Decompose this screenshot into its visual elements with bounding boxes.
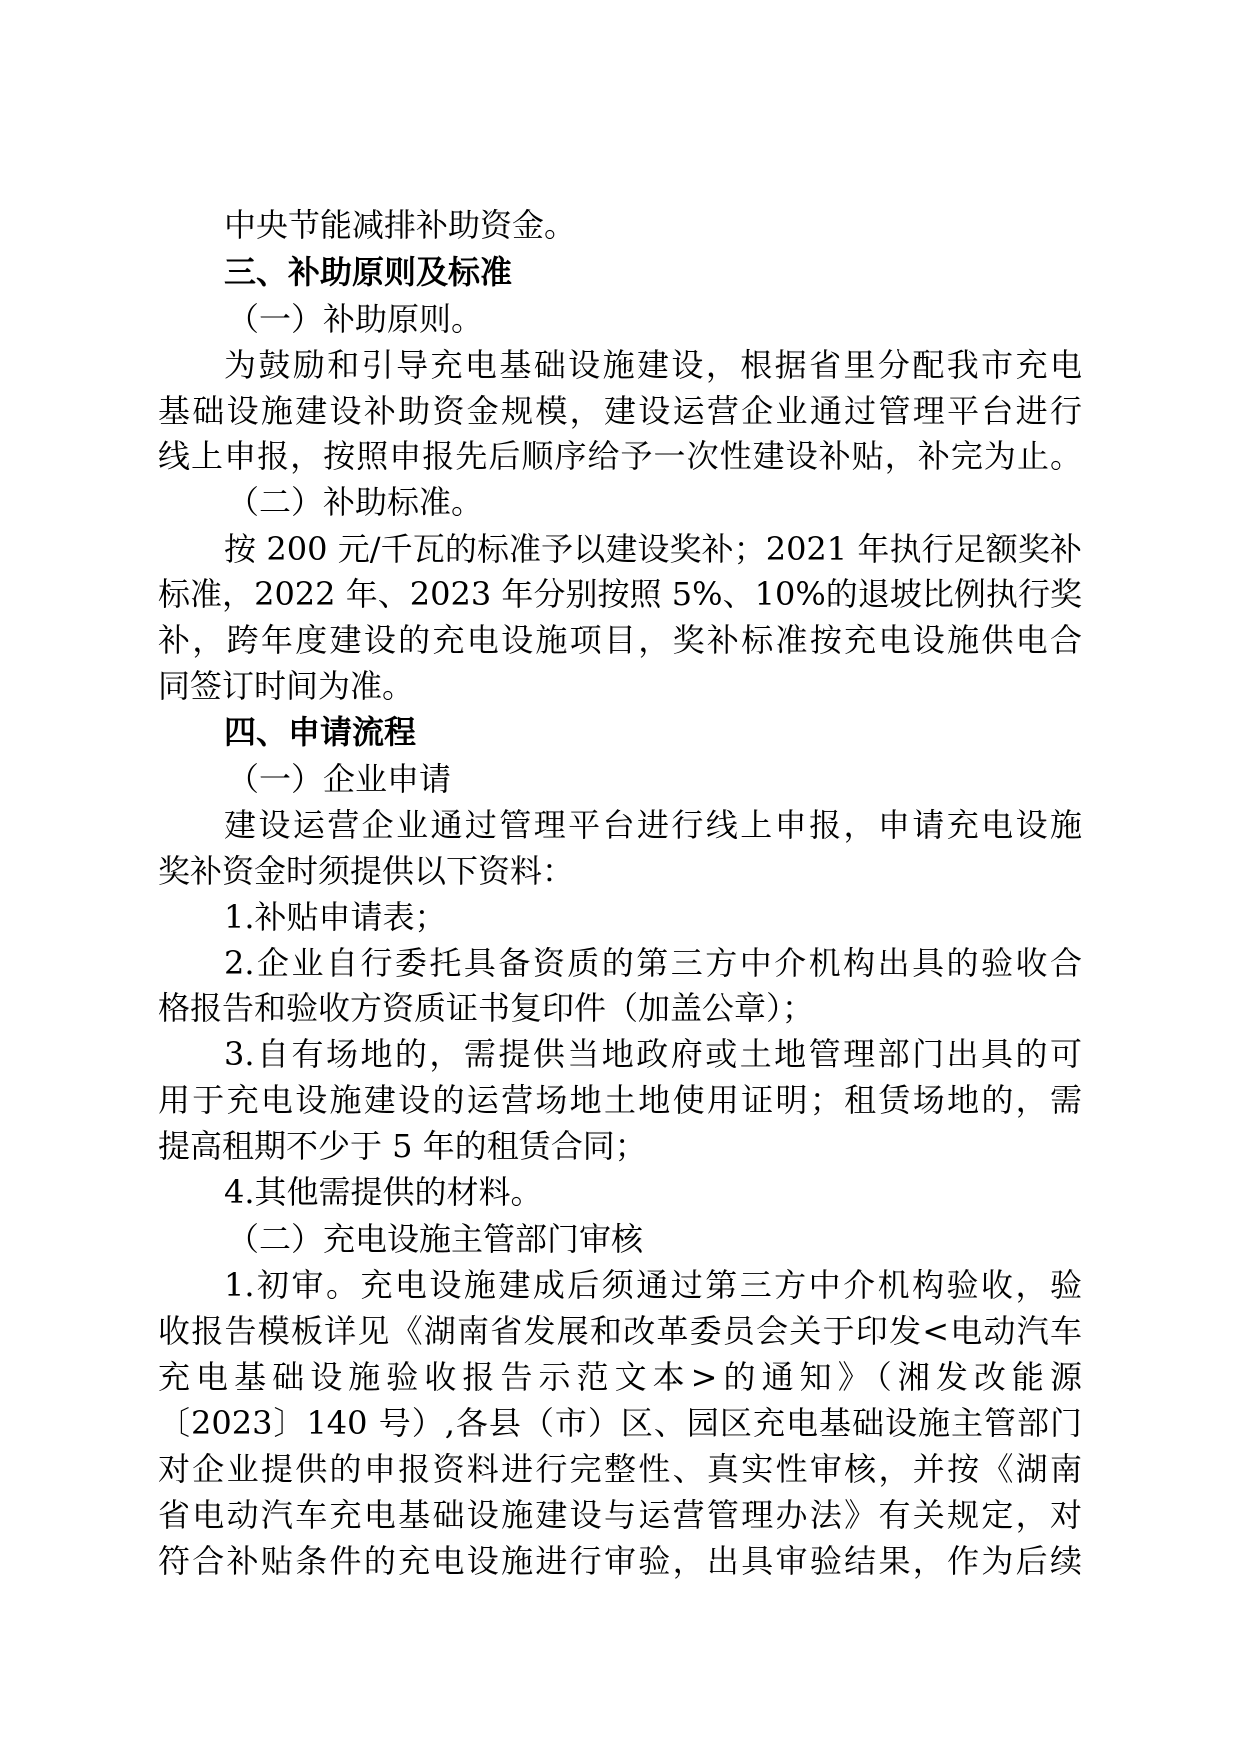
text-line: 线上申报，按照申报先后顺序给予一次性建设补贴，补完为止。 [158, 437, 1082, 475]
list-item: 1.初审。充电设施建成后须通过第三方中介机构验收，验 [224, 1266, 1082, 1304]
list-item: 1.补贴申请表； [224, 898, 447, 936]
text-line: 省电动汽车充电基础设施建设与运营管理办法》有关规定，对 [158, 1496, 1082, 1534]
list-item: 2.企业自行委托具备资质的第三方中介机构出具的验收合 [224, 944, 1082, 982]
text-line: 格报告和验收方资质证书复印件（加盖公章）； [158, 989, 815, 1027]
subsection-heading: （二）充电设施主管部门审核 [227, 1220, 644, 1258]
text-line: 奖补资金时须提供以下资料： [158, 852, 575, 890]
text-line: 收报告模板详见《湖南省发展和改革委员会关于印发<电动汽车 [158, 1312, 1082, 1350]
text-line: 同签订时间为准。 [158, 667, 415, 705]
text-line: 按 200 元/千瓦的标准予以建设奖补；2021 年执行足额奖补 [224, 530, 1082, 568]
subsection-heading: （二）补助标准。 [227, 483, 484, 521]
text-line: 中央节能减排补助资金。 [224, 206, 577, 244]
list-item: 4.其他需提供的材料。 [224, 1173, 543, 1211]
subsection-heading: （一）补助原则。 [227, 300, 484, 338]
list-item: 3.自有场地的，需提供当地政府或土地管理部门出具的可 [224, 1035, 1082, 1073]
text-line: 标准，2022 年、2023 年分别按照 5%、10%的退坡比例执行奖 [158, 575, 1082, 613]
text-line: 对企业提供的申报资料进行完整性、真实性审核，并按《湖南 [158, 1450, 1082, 1488]
text-line: 用于充电设施建设的运营场地土地使用证明；租赁场地的，需 [158, 1081, 1082, 1119]
section-heading: 三、补助原则及标准 [224, 253, 513, 291]
text-line: 〔2023〕140 号）,各县（市）区、园区充电基础设施主管部门 [158, 1404, 1082, 1442]
section-heading: 四、申请流程 [224, 713, 417, 751]
text-line: 为鼓励和引导充电基础设施建设，根据省里分配我市充电 [224, 346, 1082, 384]
text-line: 补，跨年度建设的充电设施项目，奖补标准按充电设施供电合 [158, 621, 1082, 659]
subsection-heading: （一）企业申请 [227, 760, 452, 798]
text-line: 建设运营企业通过管理平台进行线上申报，申请充电设施 [224, 806, 1082, 844]
text-line: 符合补贴条件的充电设施进行审验，出具审验结果，作为后续 [158, 1542, 1082, 1580]
text-line: 基础设施建设补助资金规模，建设运营企业通过管理平台进行 [158, 392, 1082, 430]
text-line: 充电基础设施验收报告示范文本>的通知》（湘发改能源 [158, 1358, 1082, 1396]
text-line: 提高租期不少于 5 年的租赁合同； [158, 1127, 647, 1165]
